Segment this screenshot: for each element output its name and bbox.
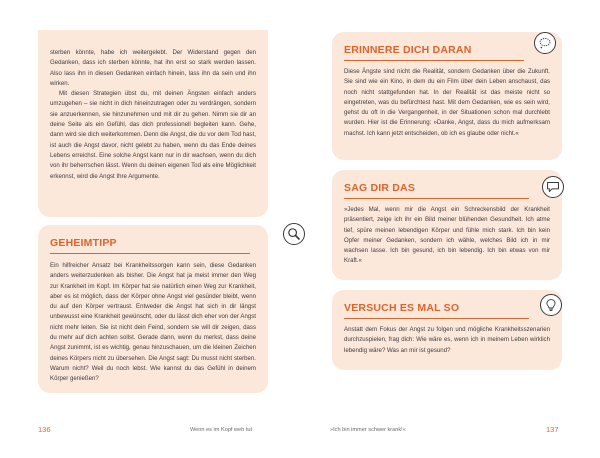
running-footer-left: Wenn es im Kopf weh tut bbox=[190, 427, 253, 433]
lightbulb-icon bbox=[540, 294, 562, 316]
title-divider bbox=[344, 318, 529, 319]
versuch-title: VERSUCH ES MAL SO bbox=[344, 302, 460, 314]
page-number-right: 137 bbox=[546, 425, 559, 434]
page-number-left: 136 bbox=[38, 425, 51, 434]
running-footer-right: »Ich bin immer schwer krank!« bbox=[330, 427, 406, 433]
geheimtipp-title: GEHEIMTIPP bbox=[50, 237, 117, 249]
title-divider bbox=[344, 198, 529, 199]
geheimtipp-text: Ein hilfreicher Ansatz bei Krankheitssorgen kann sein, diese Gedanken anders weiterzudenken als bisher. Die Angst hat ja meist immer den Weg zur Krankheit im Kopf. Im Körper hat sie natürlich einen Weg zur Krankheit, aber es ist möglich, dass der Körper ohne Angst viel gesünder bleibt, wenn du auf den Körper vertraust. Entweder die Angst hat sich in dir längst unbewusst eine Krankheit gewünscht, oder du lässt dich eher von der Angst nicht mehr leiten. Sie ist nicht dein Feind, sondern sie will dir zeigen, dass du mehr auf dich achten sollst. Gerade dann, wenn du merkst, dass deine Angst zunimmt, ist es wichtig, genau hinzuschauen, um die kleinen Zeichen deines Körpers nicht zu übersehen. Die Angst sagt: Du musst nicht sterben. Warum nicht? Weil du noch lebst. Wie kannst du das Gefühl in deinem Körper genießen? bbox=[50, 262, 256, 383]
geheimtipp-box bbox=[38, 225, 268, 393]
title-divider bbox=[344, 60, 524, 61]
erinnere-title: ERINNERE DICH DARAN bbox=[344, 44, 472, 56]
title-divider bbox=[50, 253, 250, 254]
erinnere-text: Diese Ängste sind nicht die Realität, sondern Gedanken über die Zukunft. Sie sind wie ein Kino, in dem du ein Film über dein Leben anschaust, das noch nicht stattgefunden hat. In der Realität ist das meiste nicht so eingetreten, was du befürchtest hast. Mit dem Gedanken, wie es sein wird, gehst du oft in die Vergangenheit, in der Situationen schon mal durchlebt wurden. Hier ist die Erinnerung: »Danke, Angst, dass du mich aufmerksam machst. Ich kann jetzt entscheiden, ob ich es glaube oder nicht.« bbox=[344, 68, 550, 137]
sag-dir-das-text: »Jedes Mal, wenn mir die Angst ein Schreckensbild der Krankheit präsentiert, zeige ich ihr ein Bild meiner blühenden Gesundheit. Ich atme tief, spüre meinen lebendigen Körper und fühle mich stark. Ich bin kein Opfer meiner Gedanken, sondern ich wähle, welches Bild ich in mir wachsen lasse. Ich bin gesund, ich bin lebendig. Ich bin etwas von mir Kraft.« bbox=[344, 206, 550, 265]
thought-bubble-icon bbox=[534, 32, 556, 54]
paragraph: Mit diesen Strategien übst du, mit deinen Ängsten einfach anders umzugehen – sie nicht in dich hineinzutragen oder zu verdrängen, sondern sie anzuerkennen, sie hinzunehmen und mit dir zu gehen. Nimm sie dir an deine Seite als ein Gefühl, das dich professionell begleiten kann. Gehe, dann wird sie dich weiterkommen. Denn die Angst, die du vor dem Tod hast, ist auch die Angst davor, nicht gelebt zu haben, wenn du das Ende deines Lebens erreichst. Eine solche Angst kann nur in dir wachsen, wenn du dich von ihr beherrschen lässt. Wenn du deinen eigenen Tod als eine Möglichkeit erkennst, wird die Angst Ihre Argumente. bbox=[50, 90, 256, 180]
versuch-box bbox=[332, 290, 562, 370]
speech-bubble-icon bbox=[542, 176, 564, 198]
paragraph: sterben könnte, habe ich weitergelebt. Der Widerstand gegen den Gedanken, dass ich sterben könnte, hat ihn erst so stark werden lassen. Also lass ihn in diesen Gedanken einfach hinein, lass ihn da sein und ihn wirken. bbox=[50, 49, 256, 87]
magnifier-icon bbox=[283, 223, 305, 245]
erinnere-box bbox=[332, 32, 562, 160]
versuch-text: Anstatt dem Fokus der Angst zu folgen und mögliche Krankheitsszenarien durchzuspielen, frag dich: Wie wäre es, wenn ich in meinem Leben wirklich lebendig wäre? Was an mir ist gesund? bbox=[344, 326, 550, 354]
text-box-top bbox=[38, 30, 268, 217]
sag-dir-das-title: SAG DIR DAS bbox=[344, 182, 416, 194]
sag-dir-das-box bbox=[332, 170, 562, 280]
